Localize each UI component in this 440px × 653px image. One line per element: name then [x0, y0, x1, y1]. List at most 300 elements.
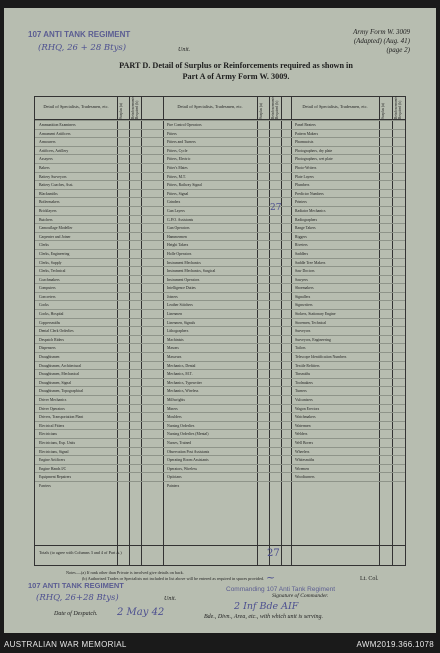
trade-row: Height Takers — [163, 240, 257, 249]
numeric-cell-row — [379, 206, 405, 215]
numeric-cell-row — [257, 163, 291, 172]
credit-accession: AWM2019.366.1078 — [356, 640, 434, 649]
numeric-cell-row — [257, 472, 291, 481]
numeric-cell-row — [379, 180, 405, 189]
trade-row: Photographers, wet plate — [291, 154, 379, 163]
numeric-cell-row — [117, 120, 163, 129]
trade-row: Artificers, Artillery — [35, 146, 117, 155]
numeric-cell-row — [257, 309, 291, 318]
title-line-2: Part A of Army Form W. 3009. — [182, 72, 290, 81]
numeric-cell-row — [117, 318, 163, 327]
numeric-cell-row — [257, 421, 291, 430]
numeric-cell-row — [117, 283, 163, 292]
trade-row: Mechanics, Wireless — [163, 386, 257, 395]
trade-row: Clerks, Technical — [35, 266, 117, 275]
numeric-cell-row — [257, 129, 291, 138]
trade-row: Panel Beaters — [291, 120, 379, 129]
trade-row: Range Takers — [291, 223, 379, 232]
numeric-cell-row — [379, 447, 405, 456]
numeric-cell-row — [117, 300, 163, 309]
trade-row: Clerks — [35, 240, 117, 249]
form-ref-line: Army Form W. 3009 — [353, 28, 410, 36]
numeric-cell-row — [117, 421, 163, 430]
numeric-cell-row — [257, 361, 291, 370]
trade-row: Operators, Wireless — [163, 464, 257, 473]
trade-row: Riveters — [291, 240, 379, 249]
trade-row: Plate Layers — [291, 172, 379, 181]
trade-row: Electricians — [35, 429, 117, 438]
trade-row: Computers — [35, 283, 117, 292]
numeric-cell-row — [257, 189, 291, 198]
handwritten-unit: (RHQ, 26 + 28 Btys) — [38, 43, 127, 53]
numeric-cell-row — [257, 240, 291, 249]
trade-row: Assayers — [35, 154, 117, 163]
numeric-cell-row — [379, 352, 405, 361]
trade-row: Fitters and Turners — [163, 137, 257, 146]
numeric-cell-row — [117, 129, 163, 138]
numeric-cell-row — [257, 292, 291, 301]
col2-header: Detail of Specialists, Tradesmen, etc. — [177, 104, 243, 109]
col1-header: Detail of Specialists, Tradesmen, etc. — [43, 104, 109, 109]
numeric-cell-row — [379, 455, 405, 464]
trade-row: Engine Artificers — [35, 455, 117, 464]
numeric-cell-row — [379, 464, 405, 473]
numeric-cell-row — [257, 464, 291, 473]
trade-row: Holle Operators — [163, 249, 257, 258]
trade-row: Intelligence Duties — [163, 283, 257, 292]
trade-row: Lithographers — [163, 326, 257, 335]
trade-row: Turners — [291, 386, 379, 395]
numeric-cell-row — [117, 146, 163, 155]
numeric-cell-row — [379, 129, 405, 138]
trade-row: Driver Mechanics — [35, 395, 117, 404]
trade-row: Hammermen — [163, 232, 257, 241]
trade-row: Dispensers — [35, 343, 117, 352]
numeric-cell-row — [379, 429, 405, 438]
numeric-cell-row — [257, 481, 291, 490]
trade-row: Printers — [291, 197, 379, 206]
trade-row: Ammunition Examiners — [35, 120, 117, 129]
signature-label: Signature of Commander. — [272, 593, 329, 599]
note-a: Notes.—(a) If rank other than Private is involved give details on back. — [66, 570, 184, 575]
numeric-cell-row — [117, 249, 163, 258]
trade-row: Opticians — [163, 472, 257, 481]
trade-row: Driver Operators — [35, 404, 117, 413]
numeric-cell-row — [379, 386, 405, 395]
trade-row: Masseurs — [163, 352, 257, 361]
trade-row: Gun Operators — [163, 223, 257, 232]
numeric-cell-row — [117, 326, 163, 335]
trade-row: Drivers, Transportation Plant — [35, 412, 117, 421]
trade-row: Farriers — [35, 481, 117, 490]
trade-column-3 — [291, 120, 379, 490]
trade-row: Machinists — [163, 335, 257, 344]
trade-row: Cooks — [35, 300, 117, 309]
trade-row: Watermen — [291, 421, 379, 430]
numeric-cell-row — [117, 464, 163, 473]
trade-row: Miners — [163, 404, 257, 413]
trade-row: Armament Artificers — [35, 129, 117, 138]
trade-row: Photographers, dry plate — [291, 146, 379, 155]
numeric-cell-row — [257, 137, 291, 146]
numeric-cell-row — [379, 318, 405, 327]
col1-surplus-header: Surplus (a) — [119, 103, 123, 119]
trade-row: Cooks, Hospital — [35, 309, 117, 318]
trade-row: Instrument Mechanics, Surgical — [163, 266, 257, 275]
numeric-cell-row — [257, 429, 291, 438]
trade-row: Pharmacists — [291, 137, 379, 146]
numeric-cell-row — [117, 395, 163, 404]
trade-row: Plumbers — [291, 180, 379, 189]
numeric-cell-row — [257, 335, 291, 344]
total-reinforcements-entry: 27 — [267, 548, 280, 559]
numeric-cell-row — [257, 369, 291, 378]
numeric-cell-row — [117, 438, 163, 447]
footer-handwritten-unit: (RHQ, 26+28 Btys) — [36, 593, 119, 603]
trade-row: Tailors — [291, 343, 379, 352]
trade-row: Vulcanisers — [291, 395, 379, 404]
trade-row: Butchers — [35, 215, 117, 224]
numeric-cell-row — [257, 275, 291, 284]
numeric-cell-row — [257, 266, 291, 275]
numeric-cell-row — [379, 481, 405, 490]
trade-row: Predictor Numbers — [291, 189, 379, 198]
numeric-cell-row — [379, 249, 405, 258]
trade-row: Fitters, Signal — [163, 189, 257, 198]
numeric-cell-row — [379, 215, 405, 224]
trade-row: Sawyers — [291, 275, 379, 284]
numeric-cell-row — [379, 472, 405, 481]
numeric-cell-row — [117, 404, 163, 413]
numeric-cell-row — [257, 438, 291, 447]
numeric-cell-row — [117, 240, 163, 249]
numeric-cell-row — [117, 163, 163, 172]
trade-row: Electricians, Exp. Units — [35, 438, 117, 447]
trade-row: Masons — [163, 343, 257, 352]
trade-row: Signwriters — [291, 300, 379, 309]
numeric-cell-row — [257, 120, 291, 129]
trade-row: Coachmakers — [35, 275, 117, 284]
trade-row: Operating Room Assistants — [163, 455, 257, 464]
trade-row: Bricklayers — [35, 206, 117, 215]
numeric-cell-row — [379, 275, 405, 284]
numeric-cell-row — [117, 266, 163, 275]
part-label: PART D. — [119, 61, 151, 70]
numeric-cell-row — [257, 154, 291, 163]
numeric-cell-row — [257, 258, 291, 267]
numeric-cell-row — [257, 249, 291, 258]
numeric-cell-row — [379, 361, 405, 370]
trade-row: Camouflage Modeller — [35, 223, 117, 232]
commander-signature: ~ — [266, 571, 276, 584]
trade-row: Watchmakers — [291, 412, 379, 421]
gun-layers-reinforcements-entry: 27 — [270, 203, 282, 213]
trade-row: Equipment Repairers — [35, 472, 117, 481]
numeric-cell-row — [257, 283, 291, 292]
numeric-cell-row — [379, 438, 405, 447]
numeric-cell-row — [379, 223, 405, 232]
trade-row: Welders — [291, 429, 379, 438]
trade-row: Dental Clerk Orderlies — [35, 326, 117, 335]
numeric-cell-row — [379, 412, 405, 421]
numeric-cell-row — [117, 429, 163, 438]
numeric-cell-row — [257, 447, 291, 456]
trade-row: Wheelers — [291, 447, 379, 456]
trade-row: Fitters, M.T. — [163, 172, 257, 181]
col3-reinf-header: Reinforcements Required (b) — [394, 96, 402, 119]
numeric-cell-row — [379, 240, 405, 249]
form-title — [66, 60, 406, 82]
trade-row: Nurses, Trained — [163, 438, 257, 447]
numeric-cell-row — [379, 292, 405, 301]
form-ref-line: (Adapted) (Aug. 41) — [353, 37, 410, 45]
form-reference — [353, 28, 410, 55]
trade-row: Moulders — [163, 412, 257, 421]
numeric-cell-row — [117, 154, 163, 163]
trade-column-1 — [35, 120, 117, 490]
numeric-cell-row — [117, 180, 163, 189]
numeric-cell-row — [257, 300, 291, 309]
trade-row: Painters — [163, 481, 257, 490]
numeric-cell-row — [379, 326, 405, 335]
trade-row: Draughtsmen, Mechanical — [35, 369, 117, 378]
numeric-cell-row — [117, 378, 163, 387]
numeric-cell-row — [117, 472, 163, 481]
trade-row: Surveyors, Engineering — [291, 335, 379, 344]
col3-surplus-header: Surplus (a) — [381, 103, 385, 119]
numeric-cells-2 — [257, 120, 291, 490]
numeric-cell-row — [117, 412, 163, 421]
numeric-cell-row — [117, 309, 163, 318]
numeric-cell-row — [379, 197, 405, 206]
numeric-cell-row — [117, 258, 163, 267]
col3-header: Detail of Specialists, Tradesmen, etc. — [302, 104, 368, 109]
numeric-cells-3 — [379, 120, 405, 490]
note-b: (b) Authorised Trades or Specialists not included in list above will be entered as required in spaces provided. — [82, 576, 265, 581]
trade-row: Linesmen — [163, 309, 257, 318]
numeric-cell-row — [117, 369, 163, 378]
trade-row: Concreters — [35, 292, 117, 301]
trade-row: Clerks, Supply — [35, 258, 117, 267]
trade-row: Carpenter and Joiner — [35, 232, 117, 241]
footer-unit-stamp: 107 ANTI TANK REGIMENT — [28, 581, 124, 590]
numeric-cell-row — [379, 146, 405, 155]
trade-row: Draughtsmen, Architectural — [35, 361, 117, 370]
numeric-cell-row — [117, 137, 163, 146]
trade-row: Blacksmiths — [35, 189, 117, 198]
numeric-cell-row — [257, 455, 291, 464]
trade-row: Nursing Orderlies (Mental) — [163, 429, 257, 438]
trade-row: Gun Layers — [163, 206, 257, 215]
trade-row: Saddle Tree Makers — [291, 258, 379, 267]
numeric-cell-row — [379, 137, 405, 146]
trade-row: Grinders — [163, 197, 257, 206]
trade-row — [291, 481, 379, 490]
numeric-cell-row — [257, 318, 291, 327]
trade-row: Electricians, Signal — [35, 447, 117, 456]
trade-row: Wagon Erectors — [291, 404, 379, 413]
numeric-cell-row — [117, 206, 163, 215]
trade-row: Fitters, Railway Signal — [163, 180, 257, 189]
numeric-cell-row — [379, 266, 405, 275]
trade-row: Radiographers — [291, 215, 379, 224]
col1-reinf-header: Reinforcements Required (b) — [131, 96, 139, 119]
numeric-cell-row — [257, 215, 291, 224]
trade-row: Surveyors — [291, 326, 379, 335]
numeric-cell-row — [257, 352, 291, 361]
trade-row: Photo-Writers — [291, 163, 379, 172]
trade-row: Battery Surveyors — [35, 172, 117, 181]
trade-row: Boilermakers — [35, 197, 117, 206]
trade-row: Coppersmiths — [35, 318, 117, 327]
trade-row: Toolmakers — [291, 378, 379, 387]
trade-row: Shoemakers — [291, 283, 379, 292]
trade-row: Nursing Orderlies — [163, 421, 257, 430]
numeric-cell-row — [117, 352, 163, 361]
trade-row: Riggers — [291, 232, 379, 241]
trade-row: Engine Hands I/C — [35, 464, 117, 473]
numeric-cell-row — [257, 386, 291, 395]
trade-row: Clerks, Engineering — [35, 249, 117, 258]
credit-institution: AUSTRALIAN WAR MEMORIAL — [4, 640, 127, 649]
numeric-cell-row — [117, 223, 163, 232]
form-ref-line: (page 2) — [386, 46, 410, 54]
numeric-cell-row — [117, 455, 163, 464]
trade-row: Storemen, Technical — [291, 318, 379, 327]
numeric-cell-row — [257, 326, 291, 335]
credit-bar — [0, 636, 440, 653]
trade-row: Telescope Identification Numbers — [291, 352, 379, 361]
brigade-label: Bde., Divn., Area, etc., with which unit is serving. — [204, 614, 323, 620]
trade-row: Instrument Mechanics — [163, 258, 257, 267]
trade-row: Despatch Riders — [35, 335, 117, 344]
numeric-cell-row — [117, 386, 163, 395]
numeric-cell-row — [117, 232, 163, 241]
trade-column-2 — [163, 120, 257, 490]
numeric-cell-row — [117, 361, 163, 370]
col2-surplus-header: Surplus (a) — [259, 103, 263, 119]
numeric-cell-row — [257, 404, 291, 413]
trade-row: Radiator Mechanics — [291, 206, 379, 215]
unit-label: Unit. — [178, 47, 191, 53]
totals-label: Totals (to agree with Columns 3 and 4 of Part A.) — [39, 550, 122, 555]
numeric-cell-row — [379, 283, 405, 292]
despatch-date: 2 May 42 — [117, 607, 165, 618]
col2-reinf-header: Reinforcements Required (b) — [271, 96, 279, 119]
numeric-cell-row — [117, 189, 163, 198]
numeric-cell-row — [379, 172, 405, 181]
numeric-cell-row — [379, 335, 405, 344]
despatch-label: Date of Despatch. — [54, 611, 98, 617]
numeric-cell-row — [379, 154, 405, 163]
trade-row: Fire Control Operators — [163, 120, 257, 129]
numeric-cell-row — [257, 172, 291, 181]
trade-row: Draughtsmen — [35, 352, 117, 361]
numeric-cell-row — [379, 404, 405, 413]
trade-row: Armourers — [35, 137, 117, 146]
trade-row: Mechanics, Dental — [163, 361, 257, 370]
numeric-cell-row — [379, 120, 405, 129]
numeric-cell-row — [257, 223, 291, 232]
numeric-cell-row — [257, 378, 291, 387]
numeric-cell-row — [257, 232, 291, 241]
numeric-cell-row — [379, 163, 405, 172]
numeric-cell-row — [379, 258, 405, 267]
trade-row: Fitters, Electric — [163, 154, 257, 163]
handwritten-brigade: 2 Inf Bde AIF — [234, 601, 299, 612]
specialists-table — [34, 96, 406, 566]
trade-row: Joiners — [163, 292, 257, 301]
trade-row: Observation Post Assistants — [163, 447, 257, 456]
trade-row: Mechanics, M.T. — [163, 369, 257, 378]
numeric-cell-row — [379, 232, 405, 241]
numeric-cell-row — [117, 343, 163, 352]
trade-row: Signallers — [291, 292, 379, 301]
numeric-cell-row — [117, 292, 163, 301]
numeric-cell-row — [117, 335, 163, 344]
numeric-cell-row — [257, 343, 291, 352]
trade-row: Well Borers — [291, 438, 379, 447]
trade-row: Draughtsmen, Signal — [35, 378, 117, 387]
trade-row: Tinsmiths — [291, 369, 379, 378]
trade-row: G.P.O. Assistants — [163, 215, 257, 224]
trade-row: Mechanics, Typewriter — [163, 378, 257, 387]
numeric-cell-row — [257, 146, 291, 155]
numeric-cell-row — [257, 395, 291, 404]
numeric-cell-row — [379, 309, 405, 318]
footer-unit-label: Unit. — [164, 596, 177, 602]
numeric-cell-row — [379, 300, 405, 309]
numeric-cell-row — [379, 343, 405, 352]
numeric-cell-row — [117, 275, 163, 284]
trade-row: Battery Coaches, Asst. — [35, 180, 117, 189]
title-line-1: Detail of Surplus or Reinforcements required as shown in — [152, 61, 353, 70]
trade-row: Whitesmiths — [291, 455, 379, 464]
trade-row: Stokers, Stationary Engine — [291, 309, 379, 318]
trade-row: Millwrights — [163, 395, 257, 404]
trade-row: Saddlers — [291, 249, 379, 258]
numeric-cell-row — [379, 189, 405, 198]
numeric-cell-row — [117, 481, 163, 490]
trade-row: Draughtsmen, Topographical — [35, 386, 117, 395]
trade-row: Pattern Makers — [291, 129, 379, 138]
numeric-cell-row — [379, 369, 405, 378]
unit-stamp: 107 ANTI TANK REGIMENT — [28, 30, 131, 39]
trade-row: Instrument Operators — [163, 275, 257, 284]
numeric-cell-row — [117, 172, 163, 181]
trade-row: Fitters — [163, 129, 257, 138]
numeric-cell-row — [379, 421, 405, 430]
form-page — [4, 8, 436, 633]
rank-label: Lt. Col. — [360, 576, 379, 582]
trade-row: Electrical Fitters — [35, 421, 117, 430]
numeric-cell-row — [379, 378, 405, 387]
trade-row: Textile Refitters — [291, 361, 379, 370]
trade-row: Leather Stitchers — [163, 300, 257, 309]
numeric-cell-row — [117, 215, 163, 224]
trade-row: Woodturners — [291, 472, 379, 481]
numeric-cells-1 — [117, 120, 163, 490]
trade-row: Fitters, Cycle — [163, 146, 257, 155]
trade-row: Linesmen, Signals — [163, 318, 257, 327]
numeric-cell-row — [117, 447, 163, 456]
trade-row: Fitter's Mates — [163, 163, 257, 172]
trade-row: Saw Doctors — [291, 266, 379, 275]
numeric-cell-row — [117, 197, 163, 206]
numeric-cell-row — [379, 395, 405, 404]
trade-row: Wiremen — [291, 464, 379, 473]
numeric-cell-row — [257, 180, 291, 189]
